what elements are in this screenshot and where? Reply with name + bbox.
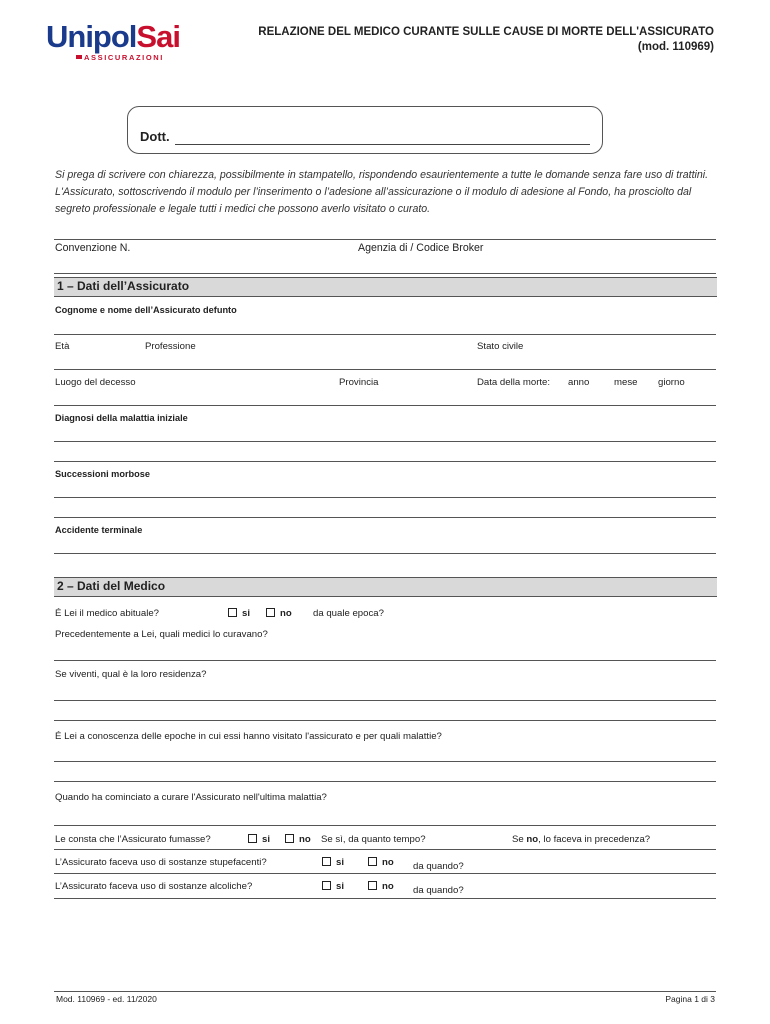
data-morte-label: Data della morte: [477, 377, 551, 388]
medico-abituale-no-checkbox[interactable]: no [266, 608, 292, 619]
provincia-label: Provincia [339, 377, 379, 388]
checkbox-icon [248, 834, 257, 843]
logo-wordmark: UnipolSai [46, 19, 180, 54]
medico-abituale-si-checkbox[interactable]: si [228, 608, 250, 619]
stupefacenti-si-checkbox[interactable]: si [322, 857, 344, 868]
cognome-field[interactable] [54, 334, 716, 335]
diagnosi-field-1[interactable] [54, 441, 716, 442]
footer-form-edition: Mod. 110969 - ed. 11/2020 [56, 994, 157, 1004]
se-si-quanto-label: Se sì, da quanto tempo? [321, 834, 426, 845]
successioni-label: Successioni morbose [55, 469, 150, 479]
giorno-label: giorno [658, 377, 685, 388]
accidente-label: Accidente terminale [55, 525, 143, 535]
footer-page-number: Pagina 1 di 3 [665, 994, 715, 1004]
alcoliche-si-checkbox[interactable]: si [322, 881, 344, 892]
residenza-field-2[interactable] [54, 720, 716, 721]
conoscenza-field-1[interactable] [54, 761, 716, 762]
professione-label: Professione [145, 341, 196, 352]
convenzione-label: Convenzione N. [55, 242, 131, 254]
checkbox-icon [228, 608, 237, 617]
epoca-label: da quale epoca? [313, 608, 384, 619]
anno-label: anno [568, 377, 590, 388]
divider [54, 239, 716, 240]
accidente-field[interactable] [54, 553, 716, 554]
quando-cominciato-field[interactable] [54, 825, 716, 826]
residenza-label: Se viventi, qual è la loro residenza? [55, 669, 207, 680]
footer-divider [54, 991, 716, 992]
stupefacenti-no-checkbox[interactable]: no [368, 857, 394, 868]
alcoliche-label: L’Assicurato faceva uso di sostanze alcoliche? [55, 881, 253, 892]
conoscenza-field-2[interactable] [54, 781, 716, 782]
checkbox-icon [266, 608, 275, 617]
fumasse-field[interactable] [54, 849, 716, 850]
stupefacenti-field[interactable] [54, 873, 716, 874]
medico-abituale-label: É Lei il medico abituale? [55, 608, 159, 619]
diagnosi-field-2[interactable] [54, 461, 716, 462]
alcoliche-da-quando-label: da quando? [413, 885, 464, 896]
eta-label: Età [55, 341, 70, 352]
stupefacenti-label: L’Assicurato faceva uso di sostanze stupefacenti? [55, 857, 267, 868]
fumasse-label: Le consta che l’Assicurato fumasse? [55, 834, 211, 845]
doctor-label: Dott. [140, 129, 170, 144]
doctor-name-field[interactable] [175, 144, 590, 145]
section-2-header: 2 – Dati del Medico [54, 577, 717, 597]
precedenti-label: Precedentemente a Lei, quali medici lo curavano? [55, 629, 268, 640]
luogo-decesso-label: Luogo del decesso [55, 377, 136, 388]
conoscenza-label: É Lei a conoscenza delle epoche in cui essi hanno visitato l'assicurato e per quali malattie? [55, 731, 442, 742]
stato-civile-label: Stato civile [477, 341, 524, 352]
alcoliche-no-checkbox[interactable]: no [368, 881, 394, 892]
intro-text: Si prega di scrivere con chiarezza, possibilmente in stampatello, rispondendo esaurientemente a tutte le domande senza fare uso di trattini. L'Assicurato, sottoscrivendo il modulo per l’inserimento o l’adesione all’assicurazione o il modulo di adesione al Fondo, ha prosciolto dal segreto professionale e legale tutti i medici che possono averlo visitato o curato. [55, 169, 709, 215]
document-title: RELAZIONE DEL MEDICO CURANTE SULLE CAUSE DI MORTE DELL'ASSICURATO [258, 26, 714, 38]
doctor-name-box [127, 106, 603, 154]
successioni-field-1[interactable] [54, 497, 716, 498]
checkbox-icon [322, 881, 331, 890]
luogo-decesso-field[interactable] [54, 405, 716, 406]
mese-label: mese [614, 377, 638, 388]
alcoliche-field[interactable] [54, 898, 716, 899]
checkbox-icon [368, 857, 377, 866]
section-1-header: 1 – Dati dell’Assicurato [54, 277, 717, 297]
logo-subtitle: ASSICURAZIONI [84, 53, 164, 62]
checkbox-icon [368, 881, 377, 890]
form-code: (mod. 110969) [637, 41, 714, 53]
precedenti-field[interactable] [54, 660, 716, 661]
fumasse-si-checkbox[interactable]: si [248, 834, 270, 845]
cognome-label: Cognome e nome dell’Assicurato defunto [55, 305, 237, 315]
residenza-field-1[interactable] [54, 700, 716, 701]
fumasse-no-checkbox[interactable]: no [285, 834, 311, 845]
logo-accent [76, 55, 82, 59]
successioni-field-2[interactable] [54, 517, 716, 518]
checkbox-icon [322, 857, 331, 866]
eta-professione-field[interactable] [54, 369, 716, 370]
diagnosi-label: Diagnosi della malattia iniziale [55, 413, 188, 423]
checkbox-icon [285, 834, 294, 843]
stupefacenti-da-quando-label: da quando? [413, 861, 464, 872]
agenzia-label: Agenzia di / Codice Broker [358, 242, 484, 254]
se-no-label: Se no, lo faceva in precedenza? [512, 834, 651, 845]
unipolsai-logo [46, 20, 186, 66]
convenzione-field[interactable] [54, 273, 716, 274]
quando-cominciato-label: Quando ha cominciato a curare l'Assicurato nell'ultima malattia? [55, 792, 327, 803]
